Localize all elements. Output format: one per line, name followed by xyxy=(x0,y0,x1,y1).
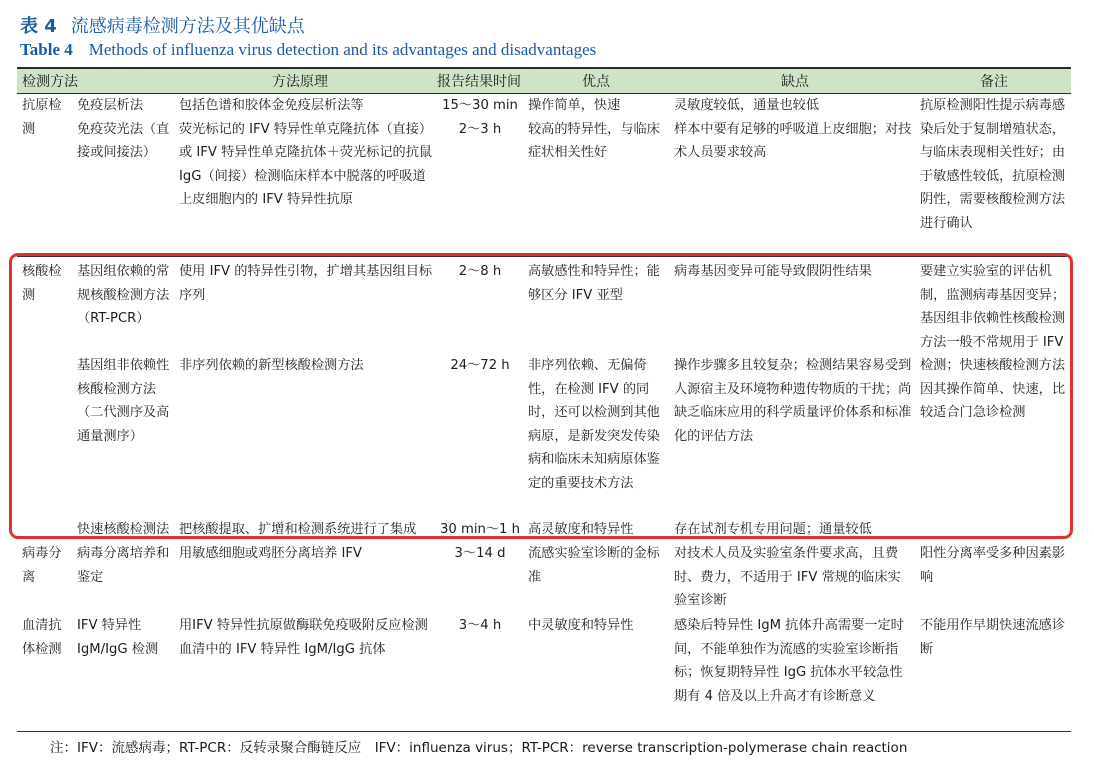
method-immunofluorescence: 免疫荧光法（直接或间接法） xyxy=(77,121,170,160)
table-title-cn-text: 流感病毒检测方法及其优缺点 xyxy=(70,16,305,37)
disadvantage-serum: 感染后特异性 IgM 抗体升高需要一定时间，不能单独作为流感的实验室诊断指标；恢复期特异性 IgG 抗体水平较急性期有 4 倍及以上升高才有诊断意义 xyxy=(674,618,904,704)
method-ngs: 基因组非依赖性核酸检测方法（二代测序及高通量测序） xyxy=(77,358,170,444)
header-disadvantage: 缺点 xyxy=(781,74,809,90)
time-serum: 3～4 h xyxy=(458,618,502,633)
header-method: 检测方法 xyxy=(22,74,78,90)
remark-antigen: 抗原检测阳性提示病毒感染后处于复制增殖状态，与临床表现相关性好；由于敏感性较低，抗原检测阴性，需要核酸检测方法进行确认 xyxy=(920,98,1066,231)
principle-ngs: 非序列依赖的新型核酸检测方法 xyxy=(179,358,364,373)
method-rt-pcr: 基因组依赖的常规核酸检测方法（RT-PCR） xyxy=(77,264,170,326)
method-serum: IFV 特异性 IgM/IgG 检测 xyxy=(77,618,159,657)
remark-isolation: 阳性分离率受多种因素影响 xyxy=(920,546,1066,585)
remark-nucleic: 要建立实验室的评估机制，监测病毒基因变异；基因组非依赖性核酸检测方法一般不常规用于 IFV 检测；快速核酸检测方法因其操作简单、快速，比较适合门急诊检测 xyxy=(920,264,1066,420)
category-antigen: 抗原检测 xyxy=(22,98,62,137)
principle-immunochromatography: 包括色谱和胶体金免疫层析法等 xyxy=(179,98,364,113)
method-rapid-nat: 快速核酸检测法 xyxy=(77,522,170,537)
table-title-cn xyxy=(20,12,305,38)
table-header xyxy=(17,67,1071,94)
advantage-rapid-nat: 高灵敏度和特异性 xyxy=(528,522,634,537)
advantage-ngs: 非序列依赖、无偏倚性，在检测 IFV 的同时，还可以检测到其他病原，是新发突发传染病和临床未知病原体鉴定的重要技术方法 xyxy=(528,358,660,491)
principle-isolation: 用敏感细胞或鸡胚分离培养 IFV xyxy=(179,546,362,561)
principle-serum: 用IFV 特异性抗原做酶联免疫吸附反应检测血清中的 IFV 特异性 IgM/IgG 抗体 xyxy=(179,618,428,657)
time-immunofluorescence: 2～3 h xyxy=(458,121,502,137)
header-time: 报告结果时间 xyxy=(437,74,521,90)
principle-rapid-nat: 把核酸提取、扩增和检测系统进行了集成 xyxy=(179,522,417,537)
method-immunochromatography: 免疫层析法 xyxy=(77,98,143,113)
advantage-immunofluorescence: 较高的特异性，与临床症状相关性好 xyxy=(528,121,660,160)
table-title-en-text: Methods of influenza virus detection and its advantages and disadvantages xyxy=(88,40,597,59)
time-rt-pcr: 2～8 h xyxy=(458,264,502,279)
disadvantage-rapid-nat: 存在试剂专机专用问题；通量较低 xyxy=(674,522,872,537)
table-title-en xyxy=(20,40,596,60)
highlight-box xyxy=(9,253,1073,539)
advantage-immunochromatography: 操作简单，快速 xyxy=(528,98,621,113)
disadvantage-isolation: 对技术人员及实验室条件要求高，且费时、费力，不适用于 IFV 常规的临床实验室诊断 xyxy=(674,546,901,608)
table-bottom-rule xyxy=(17,731,1071,732)
category-serum: 血清抗体检测 xyxy=(22,618,62,657)
table-footnote: 注：IFV：流感病毒；RT-PCR：反转录聚合酶链反应 IFV：influenza virus；RT-PCR：reverse transcription-polymerase chain reaction xyxy=(50,740,908,756)
principle-immunofluorescence: 荧光标记的 IFV 特异性单克隆抗体（直接）或 IFV 特异性单克隆抗体＋荧光标记的抗鼠 IgG（间接）检测临床样本中脱落的呼吸道上皮细胞内的 IFV 特异性抗原 xyxy=(179,121,433,207)
category-isolation: 病毒分离 xyxy=(22,546,62,585)
time-isolation: 3～14 d xyxy=(454,546,506,561)
disadvantage-immunochromatography: 灵敏度较低，通量也较低 xyxy=(674,98,820,113)
category-nucleic: 核酸检测 xyxy=(22,264,62,303)
time-ngs: 24～72 h xyxy=(450,358,510,373)
header-principle: 方法原理 xyxy=(272,74,328,90)
principle-rt-pcr: 使用 IFV 的特异性引物，扩增其基因组目标序列 xyxy=(179,264,433,303)
method-isolation: 病毒分离培养和鉴定 xyxy=(77,546,170,585)
table-label-cn: 表 4 xyxy=(20,16,57,37)
remark-serum: 不能用作早期快速流感诊断 xyxy=(920,618,1066,657)
table-label-en: Table 4 xyxy=(20,40,73,59)
advantage-serum: 中灵敏度和特异性 xyxy=(528,618,634,633)
time-rapid-nat: 30 min～1 h xyxy=(440,522,520,537)
header-advantage: 优点 xyxy=(582,74,610,90)
disadvantage-rt-pcr: 病毒基因变异可能导致假阴性结果 xyxy=(674,264,872,279)
header-remark: 备注 xyxy=(980,74,1008,90)
advantage-rt-pcr: 高敏感性和特异性；能够区分 IFV 亚型 xyxy=(528,264,660,303)
advantage-isolation: 流感实验室诊断的金标准 xyxy=(528,546,660,585)
disadvantage-ngs: 操作步骤多且较复杂；检测结果容易受到人源宿主及环境物种遗传物质的干扰；尚缺乏临床应用的科学质量评价体系和标准化的评估方法 xyxy=(674,358,912,444)
disadvantage-immunofluorescence: 样本中要有足够的呼吸道上皮细胞；对技术人员要求较高 xyxy=(674,121,912,160)
time-immunochromatography: 15～30 min xyxy=(442,98,518,113)
